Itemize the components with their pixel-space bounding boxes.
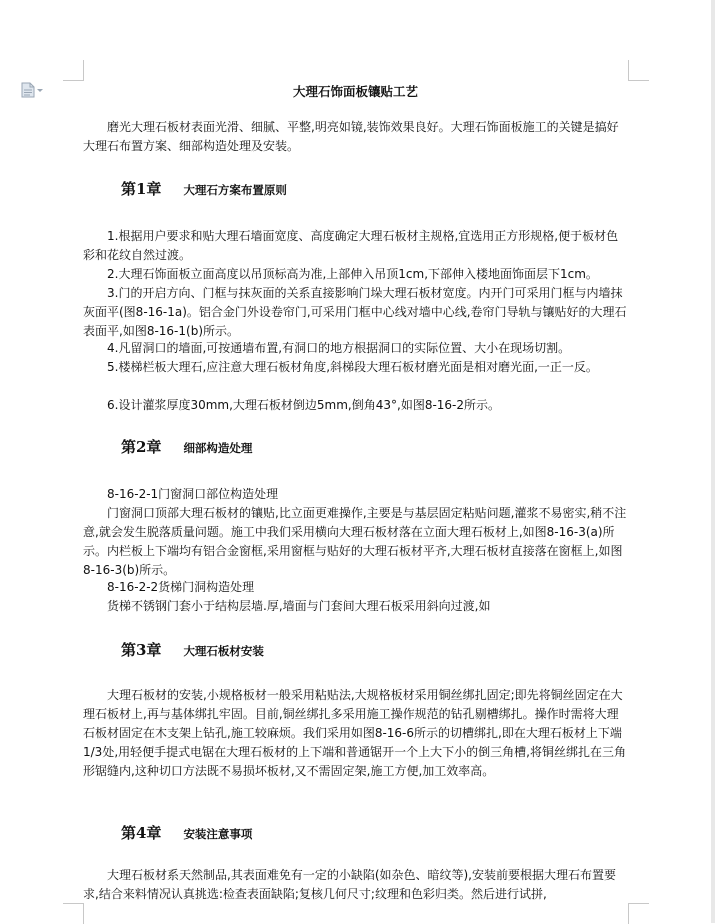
subsection-paragraph: 货梯不锈钢门套小于结构层墙.厚,墙面与门套间大理石板采用斜向过渡,如 bbox=[107, 599, 491, 613]
chapter-1-heading bbox=[121, 180, 287, 200]
list-item: 2.大理石饰面板立面高度以吊顶标高为准,上部伸入吊顶1cm,下部伸入楼地面饰面层下1cm。 bbox=[107, 267, 598, 281]
chapter-number: 第4章 bbox=[121, 824, 162, 842]
list-item: 3.门的开启方向、门框与抹灰面的关系直接影响门垛大理石板材宽度。内开门可采用门框与内墙抹灰面平(图8-16-1a)。铝合金门外设卷帘门,可采用门框中心线对墙中心线,卷帘门导轨与镶贴好的大理石表面平,如图8-16-1(b)所示。 bbox=[83, 286, 627, 338]
margin-corner-top-right bbox=[628, 60, 649, 81]
chapter-number: 第1章 bbox=[121, 180, 162, 198]
chapter-number: 第2章 bbox=[121, 438, 162, 456]
subsection-label: 8-16-2-1门窗洞口部位构造处理 bbox=[107, 487, 279, 501]
list-item: 6.设计灌浆厚度30mm,大理石板材倒边5mm,倒角43°,如图8-16-2所示。 bbox=[107, 398, 501, 412]
document-icon[interactable] bbox=[21, 82, 45, 98]
chapter-title: 细部构造处理 bbox=[183, 441, 253, 455]
chapter-number: 第3章 bbox=[121, 641, 162, 659]
chapter-title: 大理石方案布置原则 bbox=[183, 183, 287, 197]
chevron-down-icon[interactable] bbox=[37, 89, 43, 92]
chapter-3-heading bbox=[121, 641, 264, 661]
chapter-4-heading bbox=[121, 824, 252, 844]
chapter-2-heading bbox=[121, 438, 252, 458]
margin-corner-top-left bbox=[63, 60, 84, 81]
chapter-title: 大理石板材安装 bbox=[183, 644, 264, 658]
intro-paragraph: 磨光大理石板材表面光滑、细腻、平整,明亮如镜,装饰效果良好。大理石饰面板施工的关键是搞好大理石布置方案、细部构造处理及安装。 bbox=[83, 120, 619, 153]
list-item: 1.根据用户要求和贴大理石墙面宽度、高度确定大理石板材主规格,宜选用正方形规格,便于板材色彩和花纹自然过渡。 bbox=[83, 229, 619, 262]
scrollbar-track[interactable] bbox=[711, 0, 715, 923]
chapter-paragraph: 大理石板材的安装,小规格板材一般采用粘贴法,大规格板材采用铜丝绑扎固定;即先将铜丝固定在大理石板材上,再与基体绑扎牢固。目前,铜丝绑扎多采用施工操作规范的钻孔剔槽绑扎。操作时需将大理石板材固定在木支架上钻孔,施工较麻烦。我们采用如图8-16-6所示的切槽绑扎,即在大理石板材上下端1/3处,用轻便手提式电锯在大理石板材的上下端和普通锯开一个上大下小的倒三角槽,将铜丝绑扎在三角形锯缝内,这种切口方法既不易损坏板材,又不需固定架,施工方便,加工效率高。 bbox=[83, 688, 626, 778]
list-item: 4.凡留洞口的墙面,可按通墙布置,有洞口的地方根据洞口的实际位置、大小在现场切割。 bbox=[107, 341, 571, 355]
margin-corner-bottom-left bbox=[63, 903, 84, 924]
subsection-paragraph: 门窗洞口顶部大理石板材的镶贴,比立面更难操作,主要是与基层固定粘贴问题,灌浆不易密实,稍不注意,就会发生脱落质量问题。施工中我们采用横向大理石板材落在立面大理石板材上,如图8-16-3(a)所示。内栏板上下端均有铝合金窗框,采用窗框与贴好的大理石板材平齐,大理石板材直接落在窗框上,如图8-16-3(b)所示。 bbox=[83, 506, 627, 577]
margin-corner-bottom-right bbox=[628, 903, 649, 924]
chapter-paragraph: 大理石板材系天然制品,其表面难免有一定的小缺陷(如杂色、暗纹等),安装前要根据大理石布置要求,结合来料情况认真挑选:检查表面缺陷;复核几何尺寸;纹理和色彩归类。然后进行试拼, bbox=[83, 868, 616, 901]
subsection-label: 8-16-2-2货梯门洞构造处理 bbox=[107, 580, 255, 594]
page-icon bbox=[21, 82, 35, 98]
chapter-title: 安装注意事项 bbox=[183, 827, 253, 841]
list-item: 5.楼梯栏板大理石,应注意大理石板材角度,斜梯段大理石板材磨光面是相对磨光面,一正一反。 bbox=[107, 360, 598, 374]
document-title: 大理石饰面板镶贴工艺 bbox=[292, 84, 418, 99]
